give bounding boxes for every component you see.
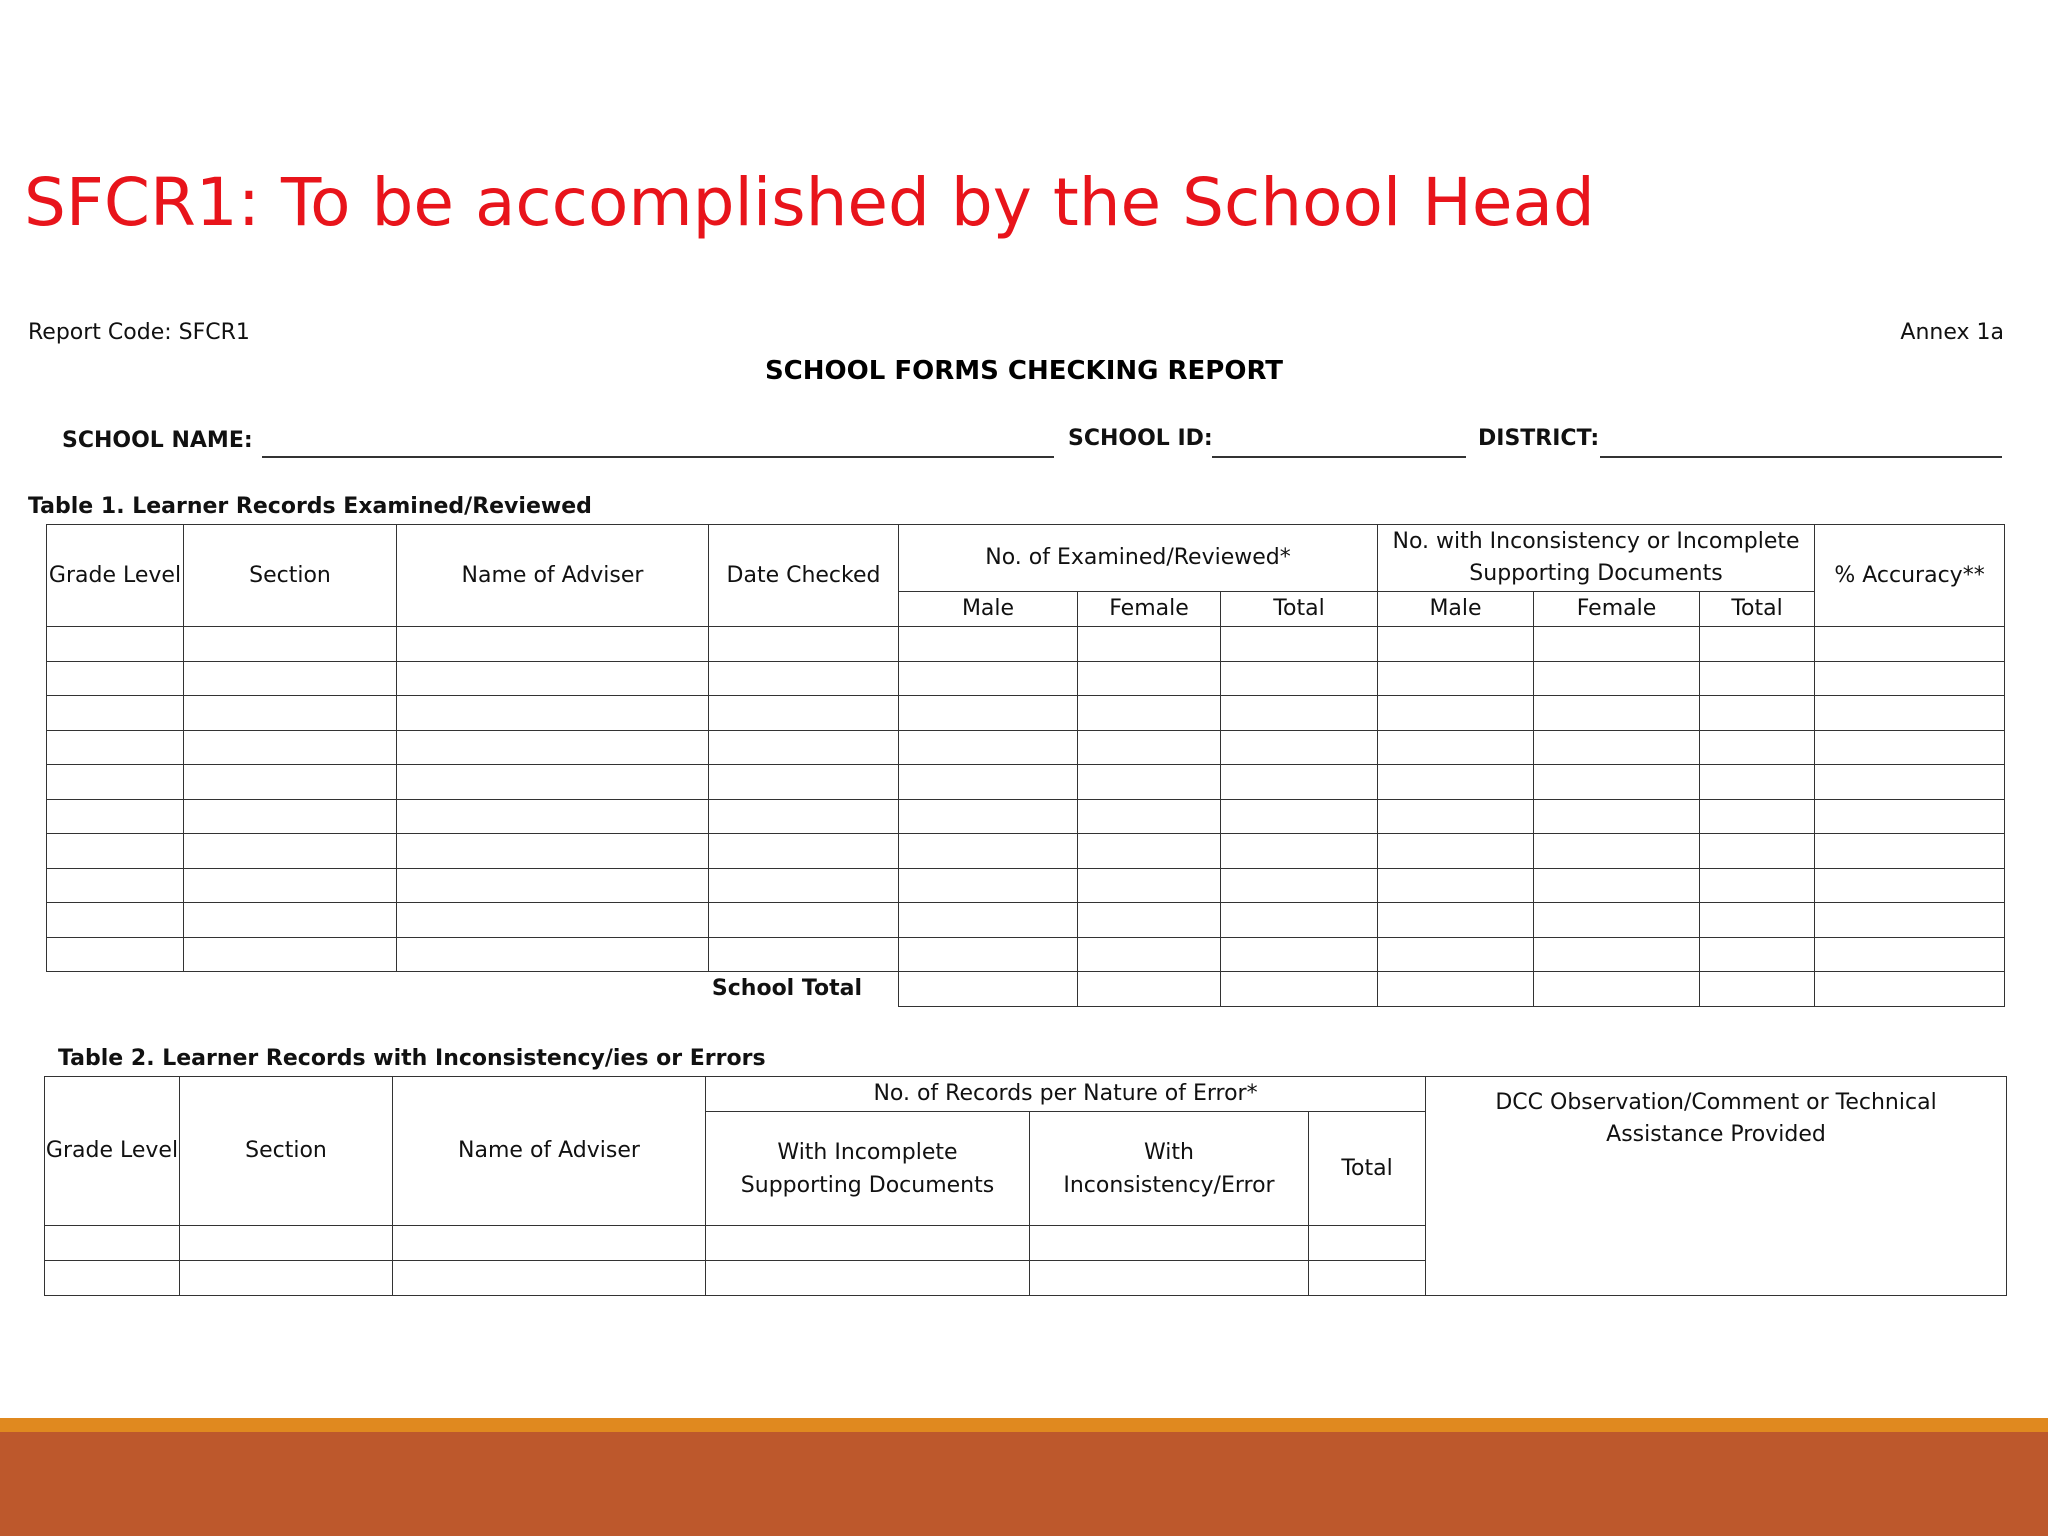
table-row[interactable] [47,730,2005,765]
school-total-label: School Total [47,972,899,1007]
footer-bar [0,1432,2048,1536]
table1-learner-records [46,524,2005,1007]
header-examined-female: Female [1078,592,1221,627]
table-row[interactable] [47,868,2005,903]
header-inconsistency-male: Male [1378,592,1534,627]
header-examined-male: Male [899,592,1078,627]
table-row[interactable] [47,834,2005,869]
t2-header-nature-group: No. of Records per Nature of Error* [706,1077,1426,1112]
header-examined-total: Total [1221,592,1378,627]
table-row[interactable] [47,799,2005,834]
school-id-field[interactable] [1212,456,1466,458]
form-title: SCHOOL FORMS CHECKING REPORT [764,356,1284,386]
t2-header-incomplete: With Incomplete Supporting Documents [706,1112,1030,1226]
header-adviser: Name of Adviser [397,525,709,627]
school-name-field[interactable] [262,456,1054,458]
table2-records-with-errors [44,1076,2007,1296]
t2-header-inconsistency: With Inconsistency/Error [1030,1112,1309,1226]
header-examined-group: No. of Examined/Reviewed* [899,525,1378,592]
header-date-checked: Date Checked [709,525,899,627]
header-inconsistency-total: Total [1700,592,1815,627]
table-row[interactable] [47,937,2005,972]
table-row[interactable] [47,627,2005,662]
school-name-label: SCHOOL NAME: [62,428,253,453]
header-inconsistency-female: Female [1534,592,1700,627]
slide-title: SFCR1: To be accomplished by the School Head [24,164,1595,241]
table1-caption: Table 1. Learner Records Examined/Reviewed [28,494,592,519]
table-row[interactable] [47,903,2005,938]
table2-caption: Table 2. Learner Records with Inconsistency/ies or Errors [58,1046,766,1071]
table-row[interactable] [47,696,2005,731]
header-section: Section [184,525,397,627]
district-label: DISTRICT: [1478,426,1600,451]
table-row[interactable] [47,765,2005,800]
report-code: Report Code: SFCR1 [28,320,250,345]
t2-header-grade-level: Grade Level [45,1077,180,1226]
t2-header-total: Total [1309,1112,1426,1226]
t2-header-dcc: DCC Observation/Comment or Technical Assistance Provided [1426,1077,2007,1296]
header-accuracy: % Accuracy** [1815,525,2005,627]
annex-label: Annex 1a [1900,320,2004,345]
t2-header-section: Section [180,1077,393,1226]
school-total-row [47,972,2005,1007]
table2-crop-mask [30,1302,2030,1412]
header-inconsistency-group: No. with Inconsistency or Incomplete Supporting Documents [1378,525,1815,592]
table-row[interactable] [47,661,2005,696]
school-id-label: SCHOOL ID: [1068,426,1213,451]
footer-accent-bar [0,1418,2048,1432]
district-field[interactable] [1600,456,2002,458]
t2-header-adviser: Name of Adviser [393,1077,706,1226]
header-grade-level: Grade Level [47,525,184,627]
